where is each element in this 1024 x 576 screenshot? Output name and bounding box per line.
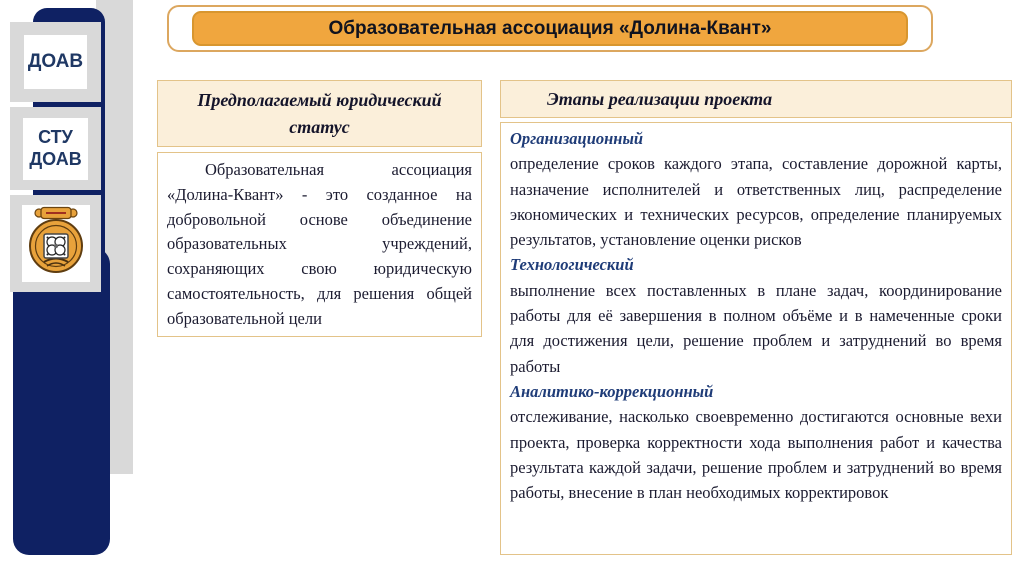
sidebar-badge-doav: [10, 22, 101, 102]
badge-stu-label-line1: СТУ: [38, 126, 73, 147]
section-title-technological: Технологический: [510, 255, 634, 275]
left-panel-header: [157, 80, 482, 147]
section-title-analytical: Аналитико-коррекционный: [510, 381, 714, 401]
section-title-organizational: Организационный: [510, 129, 644, 148]
badge-doav-label: ДОАВ: [27, 51, 84, 72]
section-text-analytical: отслеживание, насколько своевременно достигаются основные вехи проекта, проверка корректности хода выполнения работ и качества результата каждой задачи, решение проблем и затруднений во время работы, внесение в план необходимых корректировок: [510, 407, 1002, 503]
sidebar-badge-logo: [10, 195, 101, 292]
left-panel-body: [157, 152, 482, 337]
title-banner-frame: [167, 5, 933, 52]
right-panel-header-label: Этапы реализации проекта: [547, 88, 773, 109]
slide-title: Образовательная ассоциация «Долина-Квант»: [328, 17, 772, 39]
section-text-technological: выполнение всех поставленных в плане задач, координирование работы для её завершения в полном объёме и в намеченные сроки для достижения цели, решение проблем и затруднений во время работы: [510, 280, 1002, 376]
sidebar-badge-stu-doav: [10, 107, 101, 190]
sidebar-navy-bar-bottom: [13, 248, 110, 555]
badge-stu-label-line2: ДОАВ: [29, 148, 82, 169]
left-panel-text: Образовательная ассоциация «Долина-Квант» - это созданное на добровольной основе объединение образовательных учреждений, сохраняющих свою юридическую самостоятельность, для решения общей образовательной цели: [167, 160, 472, 328]
dolina-kvant-emblem-icon: [25, 205, 87, 282]
right-panel-body: [500, 122, 1012, 555]
section-text-organizational: определение сроков каждого этапа, составление дорожной карты, назначение исполнителей и ответственных лиц, распределение экономических и технических ресурсов, определение планируемых результатов, установление оценки рисков: [510, 154, 1002, 250]
left-panel-header-label: Предполагаемый юридический статус: [197, 90, 442, 137]
right-panel-header: [500, 80, 1012, 118]
title-banner: [192, 11, 908, 46]
